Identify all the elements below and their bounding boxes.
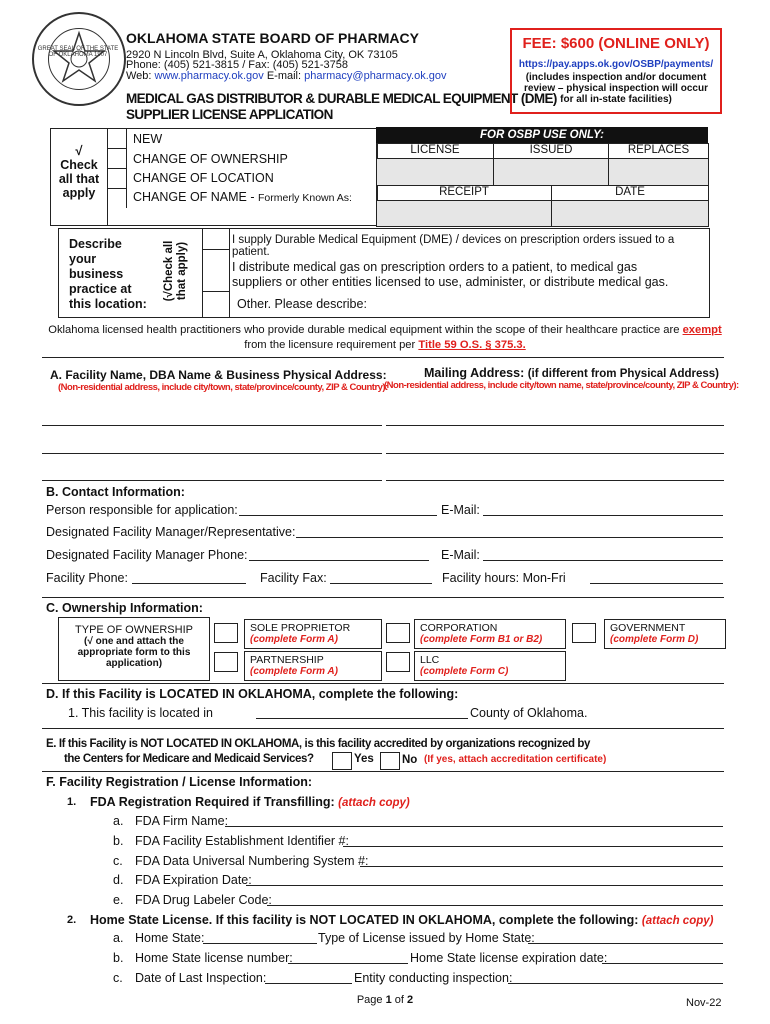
sole-proprietor-cell [244, 619, 382, 649]
fda-firm-letter: a. [113, 814, 124, 828]
physical-address-line-2[interactable] [42, 453, 382, 454]
fda-fei-letter: b. [113, 834, 124, 848]
physical-address-line-1[interactable] [42, 425, 382, 426]
mailing-title [424, 366, 719, 380]
board-phone: Phone: (405) 521-3815 / Fax: (405) 521-3758 [126, 59, 348, 71]
fda-labeler-label: FDA Drug Labeler Code: [135, 893, 272, 907]
section-f-divider [42, 771, 724, 772]
mailing-title-note: (if different from Physical Address) [527, 368, 719, 380]
ownership-type-4: application) [105, 658, 163, 669]
application-type-box [50, 128, 378, 226]
home-state-title-text: Home State License. If this facility is NOT LOCATED IN OKLAHOMA, complete the following: [90, 913, 642, 927]
section-e-divider [42, 728, 724, 729]
home-state-title [90, 913, 713, 927]
accredited-no-label: No [402, 754, 418, 766]
state-seal [32, 12, 126, 106]
fda-duns-field[interactable] [360, 866, 723, 867]
section-d-title: D. If this Facility is LOCATED IN OKLAHOMA, complete the following: [46, 687, 459, 701]
home-state-attach: (attach copy) [641, 915, 714, 927]
facility-hours-label: Facility hours: Mon-Fri [442, 571, 566, 585]
check-column [107, 129, 127, 225]
practice-dme: I supply Durable Medical Equipment (DME) / devices on prescription orders issued to a patient. [232, 234, 675, 258]
exempt-word: exempt [682, 324, 722, 336]
dme-checkbox[interactable] [203, 229, 230, 250]
facility-phone-field[interactable] [132, 583, 246, 584]
seal-star-icon [48, 28, 110, 90]
fda-labeler-field[interactable] [267, 905, 723, 906]
osbp-date-label: DATE [552, 186, 708, 201]
ownership-type-1: TYPE OF OWNERSHIP [75, 624, 193, 636]
web-link[interactable]: www.pharmacy.ok.gov [154, 70, 264, 82]
section-e-title-1: E. If this Facility is NOT LOCATED IN OKLAHOMA, is this facility accredited by organizations recognized by [46, 738, 590, 750]
accredited-yes-checkbox[interactable] [332, 752, 352, 770]
page-total: 2 [407, 994, 414, 1006]
business-practice-box [58, 228, 710, 318]
facility-hours-field[interactable] [590, 583, 723, 584]
fee-url[interactable]: https://pay.apps.ok.gov/OSBP/payments/ [518, 59, 714, 70]
home-state-field[interactable] [203, 943, 317, 944]
accredited-yes-label: Yes [354, 753, 374, 765]
page-current: 1 [385, 994, 392, 1006]
partnership-form: (complete Form A) [250, 666, 338, 677]
license-type-label: Type of License issued by Home State: [318, 931, 535, 945]
mailing-sub: (Non-residential address, include city/town name, state/province/county, ZIP & Country): [384, 380, 739, 391]
manager-email-field[interactable] [483, 560, 723, 561]
manager-label: Designated Facility Manager/Representative: [46, 525, 296, 539]
email-link[interactable]: pharmacy@pharmacy.ok.gov [304, 70, 447, 82]
practice-gas-2: suppliers or other entities licensed to use, administer, or distribute medical gas. [232, 275, 669, 289]
fda-exp-letter: d. [113, 873, 124, 887]
check-mark: √ [75, 143, 83, 158]
manager-phone-field[interactable] [249, 560, 429, 561]
osbp-table [376, 143, 709, 227]
llc-form: (complete Form C) [420, 666, 509, 677]
osbp-header: FOR OSBP USE ONLY: [376, 127, 708, 143]
check-label-3: apply [62, 186, 96, 200]
vertical-label-1: (√Check all [163, 240, 175, 302]
facility-phone-label: Facility Phone: [46, 571, 128, 585]
llc-cell [414, 651, 566, 681]
county-label: County of Oklahoma. [470, 706, 588, 720]
page-prefix: Page [356, 994, 386, 1006]
new-checkbox[interactable] [107, 129, 127, 149]
section-a-sub: (Non-residential address, include city/town, state/province/county, ZIP & Country): [58, 382, 388, 393]
revision-date: Nov-22 [686, 997, 722, 1009]
option-change-location: CHANGE OF LOCATION [133, 171, 274, 185]
manager-email-label: E-Mail: [441, 548, 480, 562]
government-form: (complete Form D) [610, 634, 699, 645]
form-title-line2: SUPPLIER LICENSE APPLICATION [126, 107, 333, 122]
sole-proprietor-label: SOLE PROPRIETOR [250, 622, 351, 634]
practice-check-column [202, 229, 230, 317]
change-name-checkbox[interactable] [107, 189, 127, 208]
fda-fei-label: FDA Facility Establishment Identifier #: [135, 834, 349, 848]
board-address: 2920 N Lincoln Blvd, Suite A, Oklahoma City, OK 73105 [126, 49, 398, 61]
fda-num: 1. [67, 796, 77, 808]
page-of: of [391, 994, 408, 1006]
osbp-issued-field [494, 159, 609, 186]
facility-fax-field[interactable] [330, 583, 432, 584]
accreditation-note: (If yes, attach accreditation certificate) [424, 754, 607, 765]
person-responsible-field[interactable] [239, 515, 437, 516]
fee-note-2: review – physical inspection will occur [524, 83, 708, 94]
home-c-letter: c. [113, 971, 123, 985]
physical-address-line-3[interactable] [42, 480, 382, 481]
osbp-issued-label: ISSUED [494, 144, 609, 159]
llc-checkbox[interactable] [386, 652, 410, 672]
fda-title [90, 795, 410, 809]
fee-title: FEE: $600 (ONLINE ONLY) [522, 35, 710, 52]
fda-exp-label: FDA Expiration Date: [135, 873, 252, 887]
home-a-letter: a. [113, 931, 124, 945]
manager-field[interactable] [296, 537, 723, 538]
option-change-name [133, 190, 352, 204]
home-license-exp-field[interactable] [602, 963, 723, 964]
mailing-address-line-2[interactable] [386, 453, 724, 454]
change-name-label: CHANGE OF NAME - [133, 190, 259, 204]
mailing-address-line-3[interactable] [386, 480, 724, 481]
fda-fei-field[interactable] [343, 846, 723, 847]
describe-label [69, 237, 147, 312]
corporation-cell [414, 619, 566, 649]
home-state-num: 2. [67, 914, 77, 926]
section-c-divider [42, 597, 724, 598]
last-inspection-label: Date of Last Inspection: [135, 971, 267, 985]
other-checkbox[interactable] [203, 292, 230, 318]
county-field[interactable] [256, 718, 468, 719]
exempt-text-2: from the licensure requirement per [244, 339, 419, 351]
section-a-divider [42, 357, 724, 358]
fee-note-1: (includes inspection and/or document [525, 72, 707, 83]
inspection-entity-label: Entity conducting inspection: [354, 971, 513, 985]
located-in-label: 1. This facility is located in [68, 706, 213, 720]
section-d-divider [42, 683, 724, 684]
check-label-1: Check [60, 158, 98, 172]
fda-firm-field[interactable] [225, 826, 723, 827]
manager-phone-label: Designated Facility Manager Phone: [46, 548, 248, 562]
exempt-text-1: Oklahoma licensed health practitioners who provide durable medical equipment within the scope of their healthcare practice are [48, 324, 683, 336]
person-email-label: E-Mail: [441, 503, 480, 517]
board-name: OKLAHOMA STATE BOARD OF PHARMACY [126, 30, 419, 46]
exempt-note-1 [0, 324, 770, 336]
home-state-label: Home State: [135, 931, 205, 945]
corporation-label: CORPORATION [420, 622, 498, 634]
home-license-number-field[interactable] [288, 963, 408, 964]
person-email-field[interactable] [483, 515, 723, 516]
ownership-type-3: appropriate form to this [77, 647, 191, 658]
section-f-title: F. Facility Registration / License Information: [46, 775, 313, 789]
seal-text: GREAT SEAL OF THE STATE OF OKLAHOMA 1907 [37, 46, 119, 58]
person-responsible-label: Person responsible for application: [46, 503, 238, 517]
inspection-entity-field[interactable] [508, 983, 723, 984]
home-license-number-label: Home State license number: [135, 951, 293, 965]
partnership-checkbox[interactable] [214, 652, 238, 672]
partnership-label: PARTNERSHIP [250, 654, 324, 666]
section-a-title: A. Facility Name, DBA Name & Business Physical Address: [50, 368, 387, 382]
license-type-field[interactable] [528, 943, 723, 944]
osbp-replaces-field [609, 159, 708, 186]
facility-fax-label: Facility Fax: [260, 571, 327, 585]
last-inspection-field[interactable] [265, 983, 352, 984]
title-59-link[interactable]: Title 59 O.S. § 375.3. [418, 339, 526, 351]
formerly-known-label: Formerly Known As: [258, 192, 352, 204]
government-cell [604, 619, 726, 649]
page-number [0, 994, 770, 1006]
email-label: E-mail: [263, 70, 305, 82]
change-ownership-checkbox[interactable] [107, 149, 127, 169]
exempt-note-2 [0, 339, 770, 351]
change-location-checkbox[interactable] [107, 169, 127, 189]
check-label-2: all that [58, 172, 100, 186]
fda-exp-field[interactable] [246, 885, 723, 886]
form-title-line1: MEDICAL GAS DISTRIBUTOR & DURABLE MEDICAL EQUIPMENT (DME) [126, 91, 557, 106]
government-label: GOVERNMENT [610, 622, 686, 634]
government-checkbox[interactable] [572, 623, 596, 643]
accredited-no-checkbox[interactable] [380, 752, 400, 770]
llc-label: LLC [420, 654, 440, 666]
fda-duns-label: FDA Data Universal Numbering System #: [135, 854, 369, 868]
corporation-form: (complete Form B1 or B2) [420, 634, 543, 645]
fee-note-3: for all in-state facilities) [560, 94, 672, 105]
section-b-title: B. Contact Information: [46, 485, 185, 499]
board-web-line [126, 70, 447, 82]
osbp-receipt-label: RECEIPT [377, 186, 552, 201]
mailing-address-line-1[interactable] [386, 425, 724, 426]
sole-proprietor-checkbox[interactable] [214, 623, 238, 643]
mailing-title-text: Mailing Address: [424, 366, 528, 380]
ownership-type-box [58, 617, 210, 681]
check-all-label [51, 129, 108, 225]
section-c-title: C. Ownership Information: [46, 601, 203, 615]
describe-label-5: this location: [69, 297, 147, 311]
describe-label-1: Describe [69, 237, 122, 251]
fda-firm-label: FDA Firm Name: [135, 814, 229, 828]
medical-gas-checkbox[interactable] [203, 250, 230, 292]
fda-labeler-letter: e. [113, 893, 124, 907]
osbp-date-field [552, 201, 708, 226]
describe-label-4: practice at [69, 282, 132, 296]
section-e-title-2: the Centers for Medicare and Medicaid Services? [64, 753, 314, 765]
osbp-receipt-field [377, 201, 552, 226]
corporation-checkbox[interactable] [386, 623, 410, 643]
home-license-exp-label: Home State license expiration date: [410, 951, 608, 965]
ownership-type-2: (√ one and attach the [84, 636, 184, 647]
fda-title-text: FDA Registration Required if Transfilling: [90, 795, 339, 809]
partnership-cell [244, 651, 382, 681]
vertical-label-2: that apply) [176, 241, 188, 301]
web-label: Web: [126, 70, 155, 82]
practice-gas-1: I distribute medical gas on prescription orders to a patient, to medical gas [232, 260, 638, 274]
practice-other: Other. Please describe: [237, 297, 367, 311]
home-b-letter: b. [113, 951, 124, 965]
fda-attach: (attach copy) [338, 797, 410, 809]
sole-proprietor-form: (complete Form A) [250, 634, 338, 645]
fee-box [510, 28, 722, 114]
fda-duns-letter: c. [113, 854, 123, 868]
check-all-vertical [163, 227, 189, 315]
describe-label-3: business [69, 267, 124, 281]
describe-label-2: your [69, 252, 97, 266]
osbp-license-label: LICENSE [377, 144, 494, 159]
option-new: NEW [133, 132, 163, 146]
option-change-ownership: CHANGE OF OWNERSHIP [133, 152, 288, 166]
osbp-replaces-label: REPLACES [609, 144, 708, 159]
osbp-license-field [377, 159, 494, 186]
